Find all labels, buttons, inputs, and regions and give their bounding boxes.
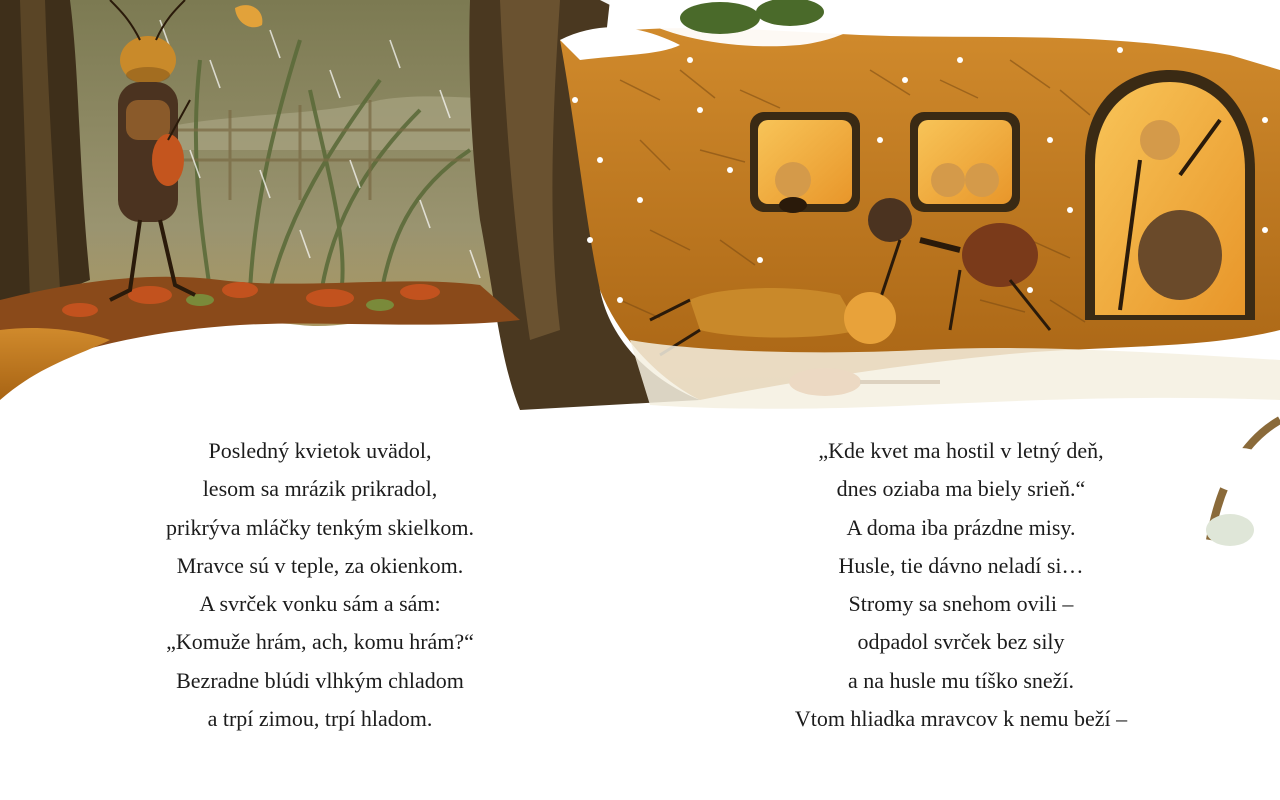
poem-line: A svrček vonku sám a sám: [199,591,441,617]
window-2 [910,112,1020,212]
poem-line: „Kde kvet ma hostil v letný deň, [818,438,1104,463]
poem-line: Mravce sú v teple, za okienkom. [176,552,464,578]
window-1 [750,112,860,213]
poem-line: Posledný kvietok uvädol, [208,438,432,463]
poem-line: odpadol svrček bez sily [857,629,1065,655]
poem-line: A doma iba prázdne misy. [846,514,1076,540]
poem-line: lesom sa mrázik prikradol, [202,476,438,502]
poem-line: dnes oziaba ma biely srieň.“ [836,476,1086,502]
poem-line: „Komuže hrám, ach, komu hrám?“ [166,629,474,655]
arched-door [1085,70,1255,320]
poem-line: Husle, tie dávno neladí si… [838,552,1084,578]
poem-line: a trpí zimou, trpí hladom. [207,706,433,732]
poem-line: Stromy sa snehom ovili – [848,591,1074,617]
snowy-branch [1200,400,1280,560]
poem-left-stanza [110,432,530,738]
poem-right-stanza [751,432,1171,738]
poem-line: Bezradne blúdi vlhkým chladom [176,667,464,693]
poem-line: Vtom hliadka mravcov k nemu beží – [794,706,1128,732]
poem-line: prikrýva mláčky tenkým skielkom. [166,514,474,540]
poem-line: a na husle mu tíško sneží. [847,667,1075,693]
